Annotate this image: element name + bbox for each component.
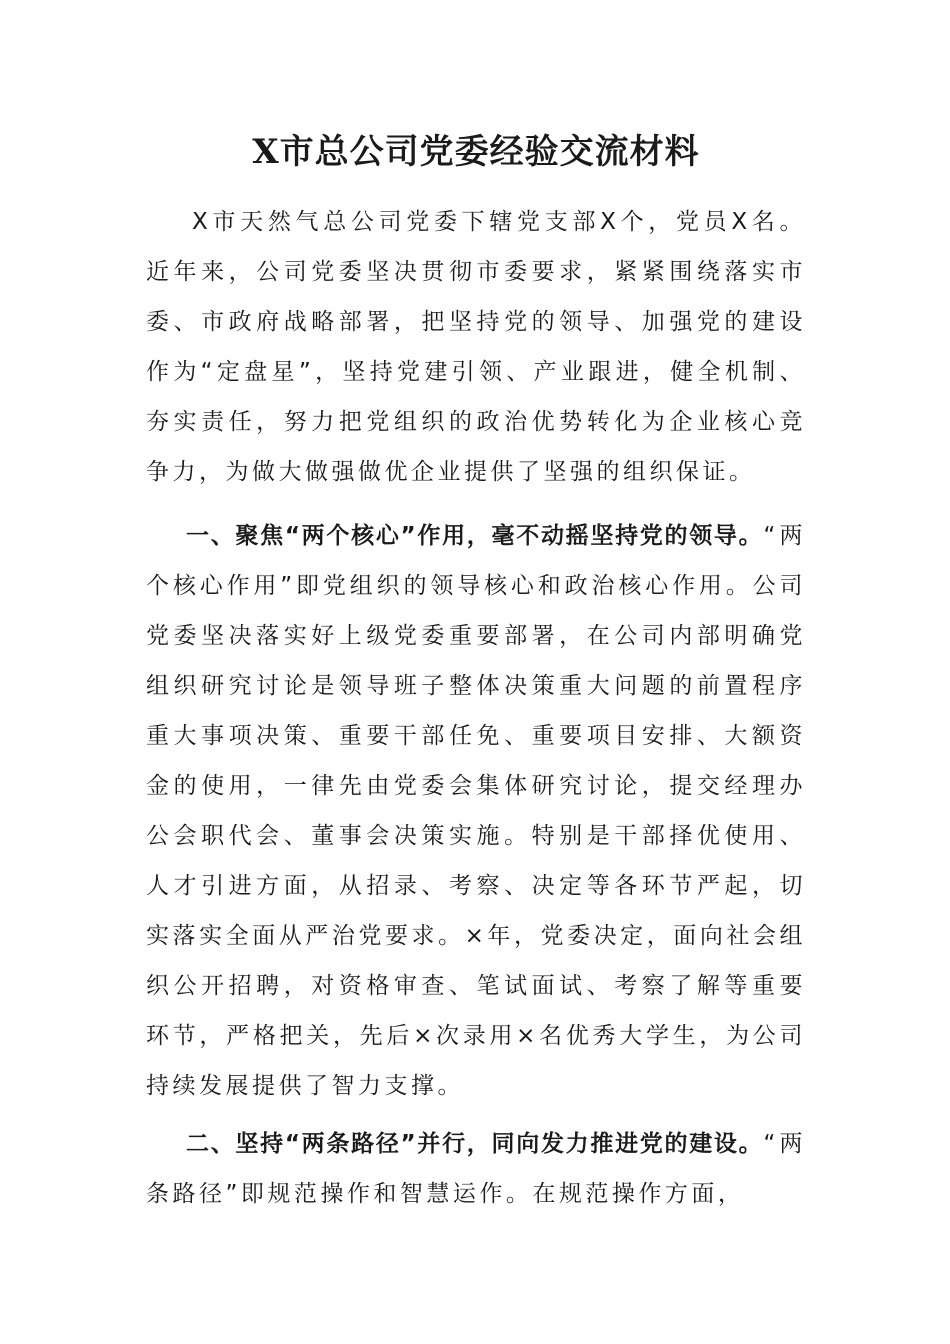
paragraph-body: “两条路径”即规范操作和智慧运作。在规范操作方面， bbox=[146, 1131, 807, 1207]
paragraph-body: X市天然气总公司党委下辖党支部X个，党员X名。近年来，公司党委坚决贯彻市委要求，紧紧围绕落实市委、市政府战略部署，把坚持党的领导、加强党的建设作为“定盘星”，坚持党建引领、产业跟进，健全机制、夯实责任，努力把党组织的政治优势转化为企业核心竞争力，为做大做强做优企业提供了坚强的组织保证。 bbox=[146, 209, 806, 485]
paragraph-intro bbox=[146, 197, 806, 497]
paragraph-section-2 bbox=[146, 1119, 806, 1219]
section-heading: 一、聚焦“两个核心”作用，毫不动摇坚持党的领导。 bbox=[186, 523, 764, 549]
section-heading: 二、坚持“两条路径”并行，同向发力推进党的建设。 bbox=[186, 1131, 764, 1157]
paragraph-section-1 bbox=[146, 511, 806, 1111]
paragraph-body: “两个核心作用”即党组织的领导核心和政治核心作用。公司党委坚决落实好上级党委重要部署，在公司内部明确党组织研究讨论是领导班子整体决策重大问题的前置程序重大事项决策、重要干部任免、重要项目安排、大额资金的使用，一律先由党委会集体研究讨论，提交经理办公会职代会、董事会决策实施。特别是干部择优使用、人才引进方面，从招录、考察、决定等各环节严起，切实落实全面从严治党要求。×年，党委决定，面向社会组织公开招聘，对资格审查、笔试面试、考察了解等重要环节，严格把关，先后×次录用×名优秀大学生，为公司持续发展提供了智力支撑。 bbox=[146, 523, 807, 1099]
document-title: X市总公司党委经验交流材料 bbox=[252, 132, 700, 172]
